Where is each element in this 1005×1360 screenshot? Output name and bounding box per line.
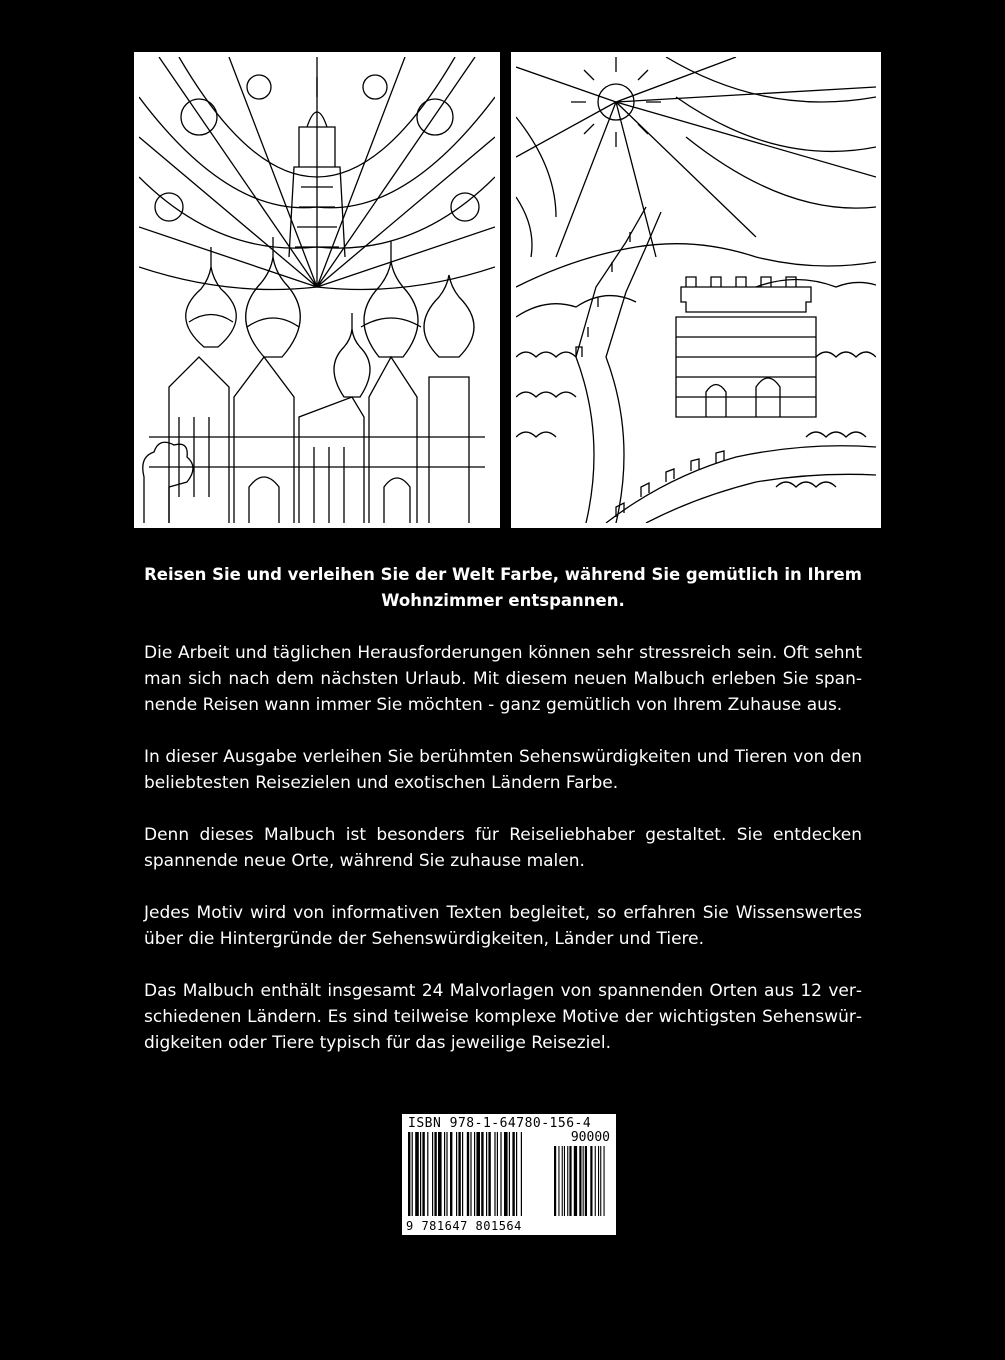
great-wall-illustration: [511, 52, 881, 528]
description-block: [144, 562, 862, 1082]
barcode-bars: [408, 1132, 610, 1216]
isbn-number: ISBN 978-1-64780-156-4: [408, 1116, 592, 1131]
paragraph-informative-texts: Jedes Motiv wird von informativen Texten begleitet, so erfahren Sie Wissenswertes über die Hintergründe der Sehenswürdigkeiten, Länder und Tiere.: [144, 903, 862, 949]
tagline: Reisen Sie und verleihen Sie der Welt Farbe, während Sie gemütlich in Ihrem Wohnzimmer entspannen.: [144, 565, 862, 610]
paragraph-contents: Das Malbuch enthält insgesamt 24 Malvorlagen von spannenden Orten aus 12 verschiedenen Ländern. Es sind teilweise komplexe Motive der wichtigsten Sehenswürdigkeiten oder Tiere typisch für das jeweilige Reiseziel.: [144, 981, 862, 1053]
cathedral-line-art: [139, 57, 495, 523]
paragraph-travel-lovers: Denn dieses Malbuch ist besonders für Reiseliebhaber gestaltet. Sie entdecken spannende neue Orte, während Sie zuhause malen.: [144, 825, 862, 871]
paragraph-edition: In dieser Ausgabe verleihen Sie berühmten Sehenswürdigkeiten und Tieren von den beliebtesten Reisezielen und exotischen Ländern Farbe.: [144, 747, 862, 793]
cathedral-illustration: [134, 52, 500, 528]
great-wall-line-art: [516, 57, 876, 523]
paragraph-work-stress: Die Arbeit und täglichen Herausforderungen können sehr stressreich sein. Oft sehnt man sich nach dem nächsten Urlaub. Mit diesem neuen Malbuch erleben Sie spannende Reisen wann immer Sie möchten - ganz gemütlich von Ihrem Zuhause aus.: [144, 643, 862, 715]
isbn-barcode: [402, 1114, 616, 1235]
ean-number: 9 781647 801564: [406, 1219, 522, 1233]
price-code: 90000: [570, 1130, 610, 1145]
